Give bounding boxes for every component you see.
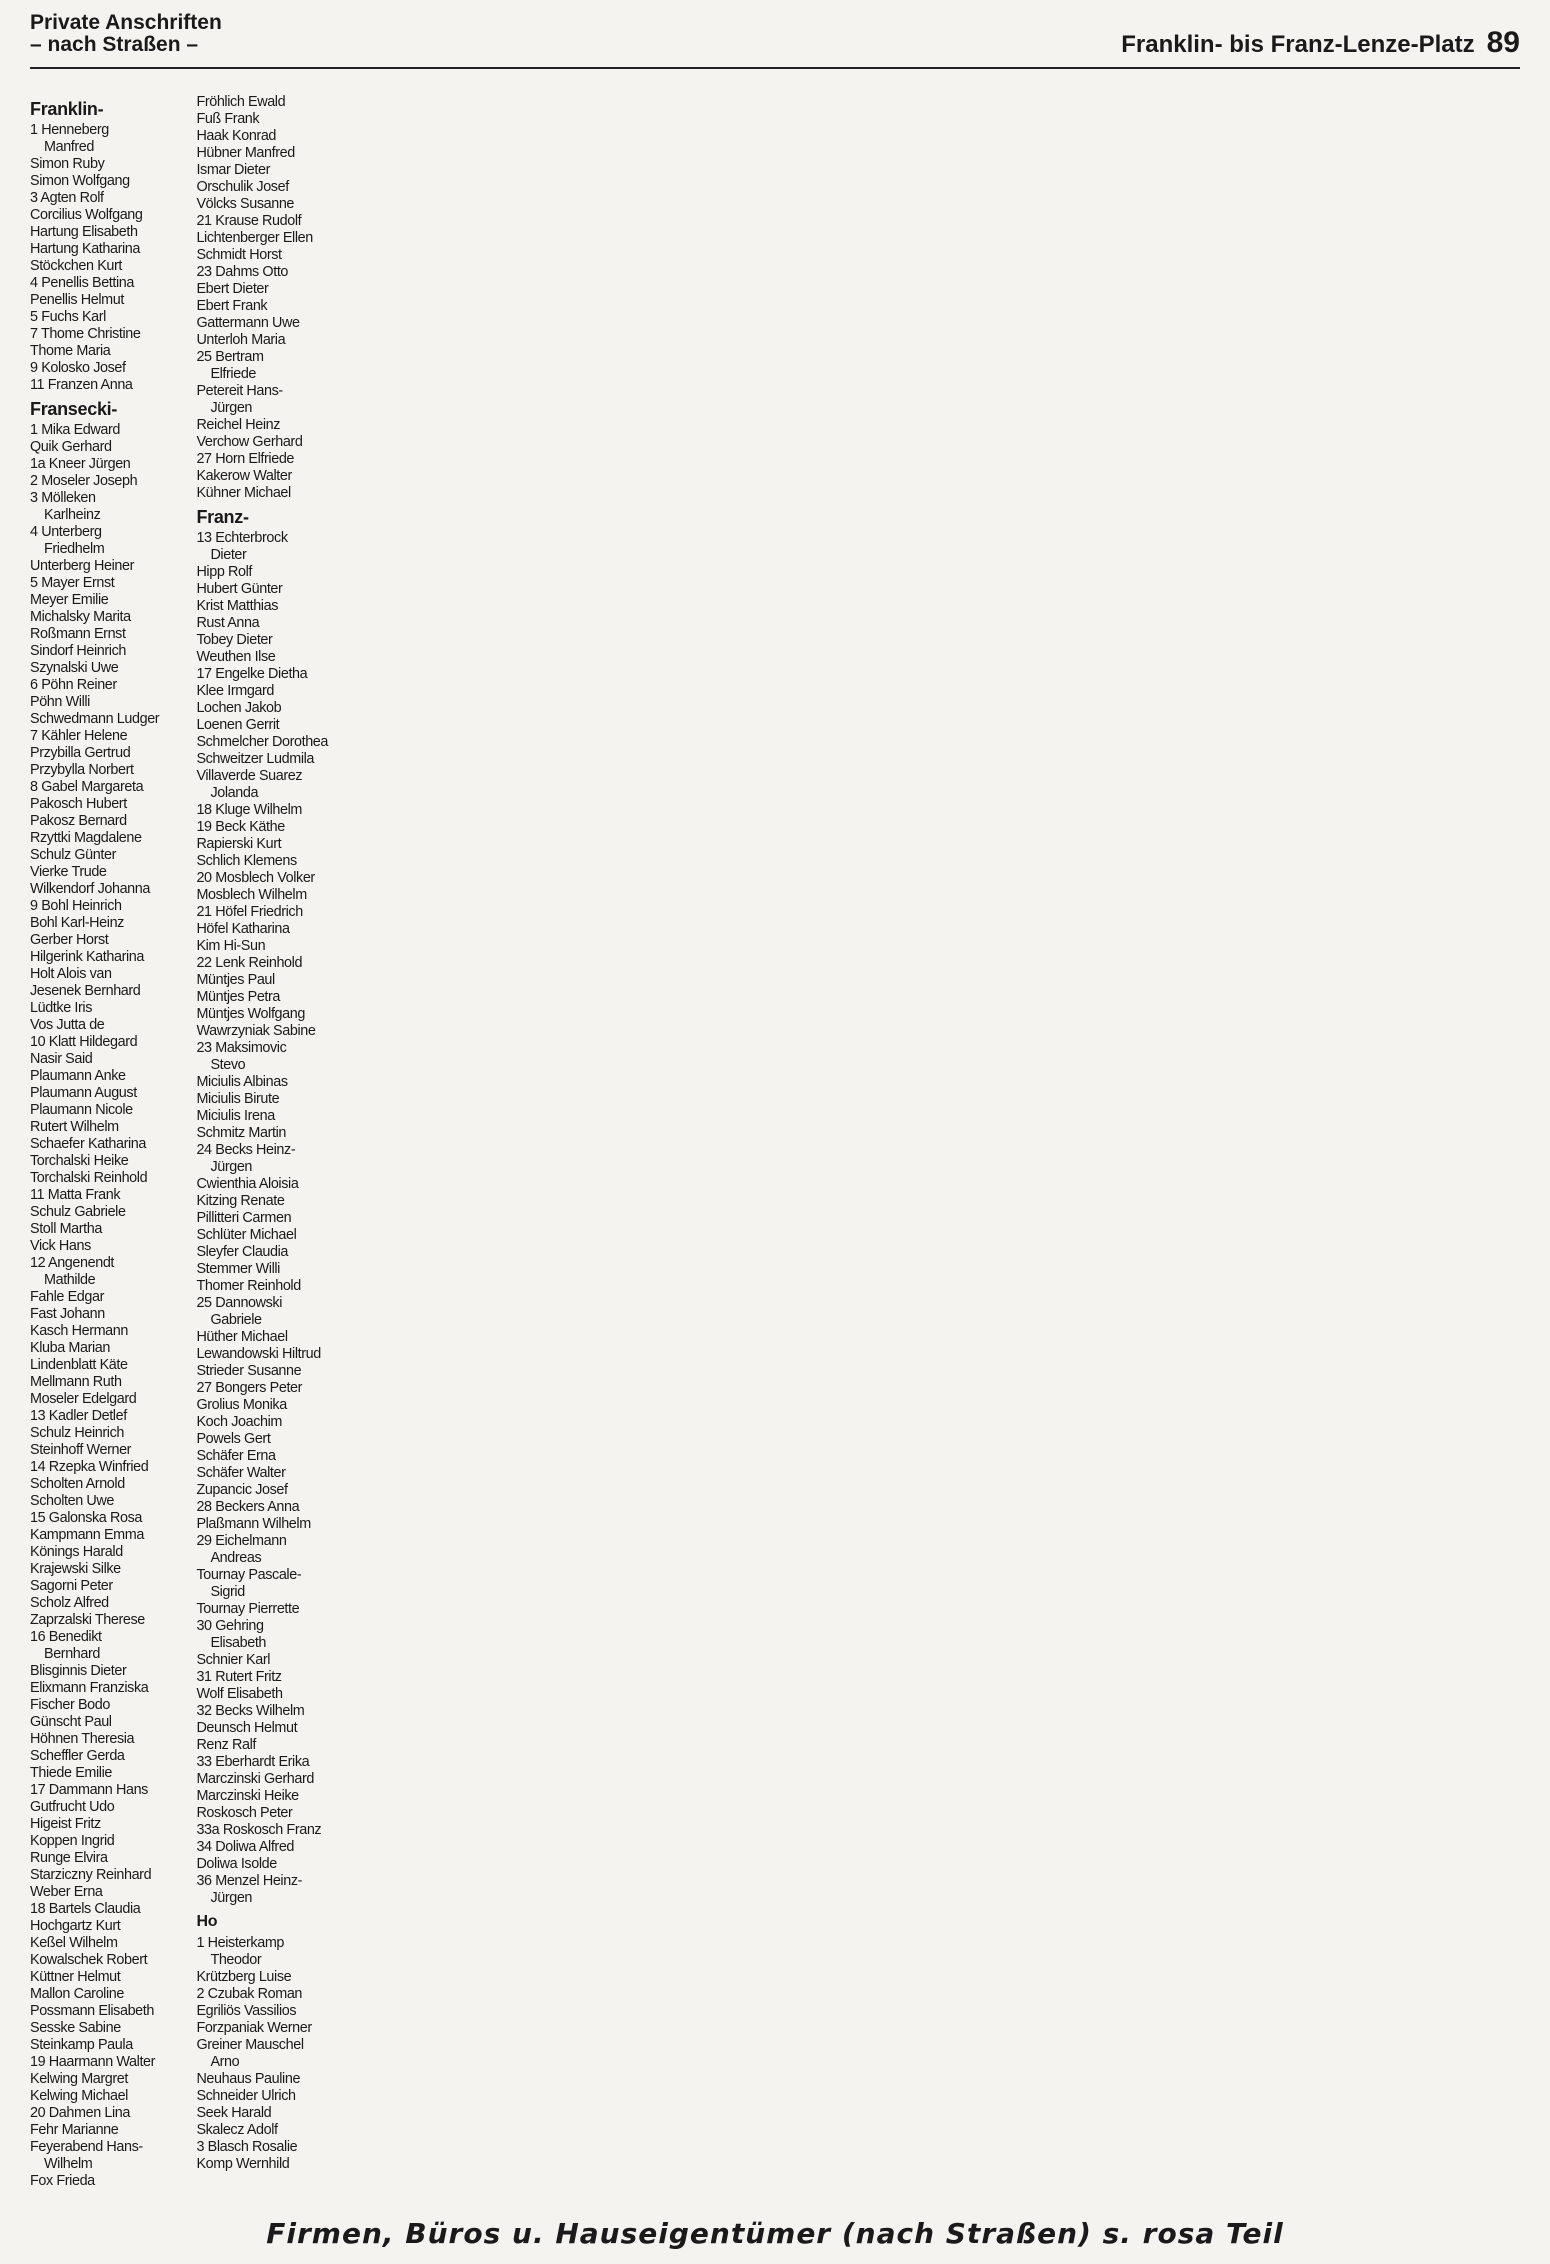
resident-entry: 22 Lenk Reinhold bbox=[196, 955, 303, 971]
resident-entry: 16 Benedikt bbox=[30, 1629, 102, 1645]
resident-entry: Ismar Dieter bbox=[196, 162, 270, 178]
resident-entry: Plaumann Nicole bbox=[30, 1102, 133, 1118]
resident-entry: Unterloh Maria bbox=[196, 332, 286, 348]
page-header bbox=[0, 0, 1550, 68]
resident-entry: 4 Penellis Bettina bbox=[30, 275, 134, 291]
resident-entry: 11 Franzen Anna bbox=[30, 377, 133, 393]
resident-entry: Hüther Michael bbox=[196, 1329, 288, 1345]
resident-entry: Tournay Pascale- bbox=[196, 1567, 302, 1583]
resident-entry: 23 Dahms Otto bbox=[196, 264, 289, 280]
resident-entry: Kühner Michael bbox=[196, 485, 291, 501]
resident-entry: 36 Menzel Heinz- bbox=[196, 1873, 303, 1889]
resident-entry: Gerber Horst bbox=[30, 932, 109, 948]
resident-entry: Meyer Emilie bbox=[30, 592, 109, 608]
resident-entry: 30 Gehring bbox=[196, 1618, 264, 1634]
resident-entry: Marczinski Heike bbox=[196, 1788, 299, 1804]
resident-entry: Przybylla Norbert bbox=[30, 762, 134, 778]
resident-entry: 25 Dannowski bbox=[196, 1295, 283, 1311]
resident-entry: Kampmann Emma bbox=[30, 1527, 144, 1543]
resident-entry: Fehr Marianne bbox=[30, 2122, 119, 2138]
entry-continuation: Jürgen bbox=[210, 1159, 253, 1175]
resident-entry: 6 Pöhn Reiner bbox=[30, 677, 117, 693]
resident-entry: Scholten Uwe bbox=[30, 1493, 114, 1509]
resident-entry: Weber Erna bbox=[30, 1884, 103, 1900]
resident-entry: Pillitteri Carmen bbox=[196, 1210, 292, 1226]
resident-entry: 2 Czubak Roman bbox=[196, 1986, 303, 2002]
resident-entry: Rust Anna bbox=[196, 615, 260, 631]
resident-entry: Klee Irmgard bbox=[196, 683, 275, 699]
resident-entry: 21 Krause Rudolf bbox=[196, 213, 302, 229]
resident-entry: Miciulis Irena bbox=[196, 1108, 275, 1124]
resident-entry: Nasir Said bbox=[30, 1051, 93, 1067]
resident-entry: Sindorf Heinrich bbox=[30, 643, 126, 659]
resident-entry: Runge Elvira bbox=[30, 1850, 108, 1866]
resident-entry: Miciulis Albinas bbox=[196, 1074, 288, 1090]
resident-entry: Schäfer Erna bbox=[196, 1448, 276, 1464]
resident-entry: Thiede Emilie bbox=[30, 1765, 112, 1781]
resident-entry: Schweitzer Ludmila bbox=[196, 751, 315, 767]
section-label-line1: Private Anschriften bbox=[30, 11, 222, 34]
resident-entry: Hochgartz Kurt bbox=[30, 1918, 121, 1934]
resident-entry: Mallon Caroline bbox=[30, 1986, 124, 2002]
resident-entry: Hubert Günter bbox=[196, 581, 283, 597]
directory-column-9 bbox=[1362, 94, 1520, 2204]
resident-entry: Simon Wolfgang bbox=[30, 173, 130, 189]
resident-entry: Forzpaniak Werner bbox=[196, 2020, 312, 2036]
section-label-line2: – nach Straßen – bbox=[30, 33, 199, 56]
resident-entry: 1 Mika Edward bbox=[30, 422, 120, 438]
header-rule bbox=[30, 67, 1520, 69]
resident-entry: Quik Gerhard bbox=[30, 439, 112, 455]
resident-entry: Wolf Elisabeth bbox=[196, 1686, 283, 1702]
resident-entry: 10 Klatt Hildegard bbox=[30, 1034, 138, 1050]
street-heading: Ho bbox=[196, 1913, 218, 1930]
resident-entry: Loenen Gerrit bbox=[196, 717, 280, 733]
street-heading: Franz- bbox=[196, 507, 249, 527]
entry-continuation: Elisabeth bbox=[210, 1635, 267, 1651]
resident-entry: 3 Blasch Rosalie bbox=[196, 2139, 298, 2155]
resident-entry: Plaumann Anke bbox=[30, 1068, 126, 1084]
directory-columns bbox=[30, 94, 1520, 2204]
resident-entry: 28 Beckers Anna bbox=[196, 1499, 300, 1515]
resident-entry: 11 Matta Frank bbox=[30, 1187, 121, 1203]
resident-entry: Kluba Marian bbox=[30, 1340, 110, 1356]
resident-entry: Torchalski Reinhold bbox=[30, 1170, 148, 1186]
resident-entry: Orschulik Josef bbox=[196, 179, 289, 195]
resident-entry: Rapierski Kurt bbox=[196, 836, 282, 852]
resident-entry: 4 Unterberg bbox=[30, 524, 102, 540]
resident-entry: Blisginnis Dieter bbox=[30, 1663, 127, 1679]
resident-entry: 5 Mayer Ernst bbox=[30, 575, 115, 591]
resident-entry: Jesenek Bernhard bbox=[30, 983, 141, 999]
resident-entry: 24 Becks Heinz- bbox=[196, 1142, 296, 1158]
resident-entry: Steinkamp Paula bbox=[30, 2037, 133, 2053]
entry-continuation: Wilhelm bbox=[44, 2156, 93, 2172]
resident-entry: 12 Angenendt bbox=[30, 1255, 115, 1271]
resident-entry: Sleyfer Claudia bbox=[196, 1244, 289, 1260]
resident-entry: Krützberg Luise bbox=[196, 1969, 292, 1985]
resident-entry: Koppen Ingrid bbox=[30, 1833, 115, 1849]
resident-entry: Elixmann Franziska bbox=[30, 1680, 149, 1696]
resident-entry: Fast Johann bbox=[30, 1306, 105, 1322]
resident-entry: 13 Echterbrock bbox=[196, 530, 288, 546]
resident-entry: Fröhlich Ewald bbox=[196, 94, 286, 110]
resident-entry: 14 Rzepka Winfried bbox=[30, 1459, 149, 1475]
resident-entry: Plaumann August bbox=[30, 1085, 137, 1101]
resident-entry: Skalecz Adolf bbox=[196, 2122, 278, 2138]
entry-continuation: Elfriede bbox=[210, 366, 257, 382]
entry-continuation: Jolanda bbox=[210, 785, 259, 801]
directory-column-2 bbox=[196, 94, 354, 2204]
resident-entry: Schäfer Walter bbox=[196, 1465, 286, 1481]
resident-entry: Przybilla Gertrud bbox=[30, 745, 131, 761]
resident-entry: Müntjes Wolfgang bbox=[196, 1006, 305, 1022]
resident-entry: Vick Hans bbox=[30, 1238, 91, 1254]
resident-entry: Thome Maria bbox=[30, 343, 111, 359]
resident-entry: 23 Maksimovic bbox=[196, 1040, 287, 1056]
resident-entry: 9 Bohl Heinrich bbox=[30, 898, 122, 914]
resident-entry: 27 Bongers Peter bbox=[196, 1380, 303, 1396]
resident-entry: Hartung Katharina bbox=[30, 241, 140, 257]
directory-column-8 bbox=[1195, 94, 1353, 2204]
resident-entry: 19 Beck Käthe bbox=[196, 819, 285, 835]
resident-entry: Schulz Günter bbox=[30, 847, 116, 863]
resident-entry: Lichtenberger Ellen bbox=[196, 230, 313, 246]
resident-entry: Penellis Helmut bbox=[30, 292, 124, 308]
resident-entry: Higeist Fritz bbox=[30, 1816, 101, 1832]
page-number: 89 bbox=[1486, 26, 1520, 59]
resident-entry: Fahle Edgar bbox=[30, 1289, 104, 1305]
resident-entry: Schwedmann Ludger bbox=[30, 711, 160, 727]
resident-entry: Weuthen Ilse bbox=[196, 649, 276, 665]
entry-continuation: Andreas bbox=[210, 1550, 262, 1566]
directory-column-6 bbox=[862, 94, 1020, 2204]
resident-entry: Verchow Gerhard bbox=[196, 434, 303, 450]
resident-entry: 18 Kluge Wilhelm bbox=[196, 802, 303, 818]
resident-entry: 33a Roskosch Franz bbox=[196, 1822, 322, 1838]
resident-entry: Scholz Alfred bbox=[30, 1595, 109, 1611]
resident-entry: Thomer Reinhold bbox=[196, 1278, 301, 1294]
footer-note: Firmen, Büros u. Hauseigentümer (nach Straßen) s. rosa Teil bbox=[266, 2217, 1284, 2250]
resident-entry: Schulz Gabriele bbox=[30, 1204, 126, 1220]
resident-entry: 29 Eichelmann bbox=[196, 1533, 287, 1549]
entry-continuation: Stevo bbox=[210, 1057, 246, 1073]
resident-entry: Torchalski Heike bbox=[30, 1153, 129, 1169]
resident-entry: Müntjes Petra bbox=[196, 989, 281, 1005]
resident-entry: Kakerow Walter bbox=[196, 468, 292, 484]
resident-entry: Schulz Heinrich bbox=[30, 1425, 124, 1441]
resident-entry: Schneider Ulrich bbox=[196, 2088, 296, 2104]
directory-column-4 bbox=[529, 94, 687, 2204]
resident-entry: Hübner Manfred bbox=[196, 145, 295, 161]
resident-entry: 25 Bertram bbox=[196, 349, 264, 365]
resident-entry: Lindenblatt Käte bbox=[30, 1357, 128, 1373]
resident-entry: Pakosch Hubert bbox=[30, 796, 127, 812]
resident-entry: Fischer Bodo bbox=[30, 1697, 110, 1713]
resident-entry: Pöhn Willi bbox=[30, 694, 90, 710]
resident-entry: Roskosch Peter bbox=[196, 1805, 293, 1821]
resident-entry: 20 Mosblech Volker bbox=[196, 870, 315, 886]
resident-entry: Gattermann Uwe bbox=[196, 315, 300, 331]
entry-continuation: Mathilde bbox=[44, 1272, 96, 1288]
resident-entry: 18 Bartels Claudia bbox=[30, 1901, 141, 1917]
resident-entry: Schaefer Katharina bbox=[30, 1136, 146, 1152]
resident-entry: Ebert Dieter bbox=[196, 281, 269, 297]
resident-entry: 7 Kähler Helene bbox=[30, 728, 128, 744]
resident-entry: Fuß Frank bbox=[196, 111, 260, 127]
entry-continuation: Manfred bbox=[44, 139, 94, 155]
resident-entry: Keßel Wilhelm bbox=[30, 1935, 118, 1951]
resident-entry: Schmelcher Dorothea bbox=[196, 734, 329, 750]
resident-entry: 17 Engelke Diethа bbox=[196, 666, 308, 682]
resident-entry: Wilkendorf Johanna bbox=[30, 881, 150, 897]
resident-entry: Egriliös Vassilios bbox=[196, 2003, 297, 2019]
street-range: Franklin- bis Franz-Lenze-Platz bbox=[1121, 31, 1475, 58]
resident-entry: 9 Kolosko Josef bbox=[30, 360, 126, 376]
resident-entry: Rzyttki Magdalene bbox=[30, 830, 142, 846]
resident-entry: Ebert Frank bbox=[196, 298, 268, 314]
directory-column-7 bbox=[1029, 94, 1187, 2204]
resident-entry: Strieder Susanne bbox=[196, 1363, 302, 1379]
resident-entry: 1a Kneer Jürgen bbox=[30, 456, 131, 472]
resident-entry: Neuhaus Pauline bbox=[196, 2071, 301, 2087]
resident-entry: Höfel Katharina bbox=[196, 921, 290, 937]
resident-entry: 31 Rutert Fritz bbox=[196, 1669, 282, 1685]
resident-entry: 17 Dammann Hans bbox=[30, 1782, 148, 1798]
resident-entry: Powels Gert bbox=[196, 1431, 271, 1447]
resident-entry: Scheffler Gerda bbox=[30, 1748, 125, 1764]
street-heading: Fransecki- bbox=[30, 399, 118, 419]
resident-entry: Hipp Rolf bbox=[196, 564, 253, 580]
resident-entry: Schnier Karl bbox=[196, 1652, 271, 1668]
resident-entry: Stemmer Willi bbox=[196, 1261, 280, 1277]
resident-entry: Mosblech Wilhelm bbox=[196, 887, 307, 903]
resident-entry: Kelwing Margret bbox=[30, 2071, 128, 2087]
resident-entry: Fox Frieda bbox=[30, 2173, 95, 2189]
resident-entry: 8 Gabel Margareta bbox=[30, 779, 144, 795]
resident-entry: Plaßmann Wilhelm bbox=[196, 1516, 311, 1532]
resident-entry: 1 Heisterkamp bbox=[196, 1935, 285, 1951]
resident-entry: 5 Fuchs Karl bbox=[30, 309, 106, 325]
entry-continuation: Arno bbox=[210, 2054, 240, 2070]
resident-entry: Sesske Sabine bbox=[30, 2020, 121, 2036]
resident-entry: Vierke Trude bbox=[30, 864, 107, 880]
resident-entry: Grolius Monika bbox=[196, 1397, 287, 1413]
resident-entry: Starziczny Reinhard bbox=[30, 1867, 152, 1883]
resident-entry: 34 Doliwa Alfred bbox=[196, 1839, 295, 1855]
resident-entry: Sagorni Peter bbox=[30, 1578, 113, 1594]
resident-entry: Könings Harald bbox=[30, 1544, 123, 1560]
resident-entry: Hartung Elisabeth bbox=[30, 224, 138, 240]
resident-entry: Deunsch Helmut bbox=[196, 1720, 298, 1736]
directory-column-1 bbox=[30, 94, 188, 2204]
entry-continuation: Karlheinz bbox=[44, 507, 101, 523]
resident-entry: Pakosz Bernard bbox=[30, 813, 127, 829]
resident-entry: Bohl Karl-Heinz bbox=[30, 915, 124, 931]
resident-entry: Gutfrucht Udo bbox=[30, 1799, 115, 1815]
resident-entry: Scholten Arnold bbox=[30, 1476, 125, 1492]
resident-entry: 7 Thome Christine bbox=[30, 326, 141, 342]
resident-entry: Renz Ralf bbox=[196, 1737, 257, 1753]
resident-entry: Holt Alois van bbox=[30, 966, 112, 982]
resident-entry: 27 Horn Elfriede bbox=[196, 451, 295, 467]
resident-entry: Lewandowski Hiltrud bbox=[196, 1346, 321, 1362]
resident-entry: Unterberg Heiner bbox=[30, 558, 134, 574]
resident-entry: 33 Eberhardt Erika bbox=[196, 1754, 310, 1770]
resident-entry: Völcks Susanne bbox=[196, 196, 295, 212]
resident-entry: Rutert Wilhelm bbox=[30, 1119, 119, 1135]
resident-entry: Krist Matthias bbox=[196, 598, 279, 614]
resident-entry: Koch Joachim bbox=[196, 1414, 283, 1430]
street-heading: Franklin- bbox=[30, 99, 104, 119]
resident-entry: Krajewski Silke bbox=[30, 1561, 121, 1577]
resident-entry: Hilgerink Katharina bbox=[30, 949, 144, 965]
resident-entry: Mellmann Ruth bbox=[30, 1374, 122, 1390]
resident-entry: Wawrzyniak Sabine bbox=[196, 1023, 316, 1039]
resident-entry: Petereit Hans- bbox=[196, 383, 283, 399]
page-range-title bbox=[1121, 26, 1520, 60]
resident-entry: Kelwing Michael bbox=[30, 2088, 128, 2104]
resident-entry: Moseler Edelgard bbox=[30, 1391, 137, 1407]
resident-entry: Höhnen Theresia bbox=[30, 1731, 135, 1747]
resident-entry: Feyerabend Hans- bbox=[30, 2139, 143, 2155]
resident-entry: Corcilius Wolfgang bbox=[30, 207, 143, 223]
resident-entry: 15 Galonska Rosa bbox=[30, 1510, 142, 1526]
section-label bbox=[30, 12, 222, 56]
resident-entry: Stöckchen Kurt bbox=[30, 258, 122, 274]
resident-entry: 13 Kadler Detlef bbox=[30, 1408, 127, 1424]
resident-entry: Steinhoff Werner bbox=[30, 1442, 132, 1458]
entry-continuation: Jürgen bbox=[210, 1890, 253, 1906]
resident-entry: Marczinski Gerhard bbox=[196, 1771, 314, 1787]
resident-entry: Stoll Martha bbox=[30, 1221, 102, 1237]
resident-entry: 2 Moseler Joseph bbox=[30, 473, 138, 489]
resident-entry: Kowalschek Robert bbox=[30, 1952, 148, 1968]
resident-entry: Haak Konrad bbox=[196, 128, 277, 144]
entry-continuation: Bernhard bbox=[44, 1646, 100, 1662]
resident-entry: 3 Agten Rolf bbox=[30, 190, 104, 206]
resident-entry: Tournay Pierrette bbox=[196, 1601, 300, 1617]
resident-entry: Possmann Elisabeth bbox=[30, 2003, 154, 2019]
resident-entry: Schlich Klemens bbox=[196, 853, 297, 869]
directory-column-3 bbox=[363, 94, 521, 2204]
resident-entry: Cwienthia Aloisia bbox=[196, 1176, 299, 1192]
resident-entry: Villaverde Suarez bbox=[196, 768, 303, 784]
entry-continuation: Gabriele bbox=[210, 1312, 262, 1328]
resident-entry: Tobey Dieter bbox=[196, 632, 273, 648]
entry-continuation: Friedhelm bbox=[44, 541, 105, 557]
resident-entry: Vos Jutta de bbox=[30, 1017, 105, 1033]
resident-entry: Seek Harald bbox=[196, 2105, 272, 2121]
resident-entry: 1 Henneberg bbox=[30, 122, 109, 138]
directory-column-5 bbox=[696, 94, 854, 2204]
resident-entry: Küttner Helmut bbox=[30, 1969, 121, 1985]
resident-entry: Szynalski Uwe bbox=[30, 660, 119, 676]
entry-continuation: Dieter bbox=[210, 547, 247, 563]
resident-entry: Lüdtke Iris bbox=[30, 1000, 92, 1016]
resident-entry: Roßmann Ernst bbox=[30, 626, 126, 642]
resident-entry: Doliwa Isolde bbox=[196, 1856, 277, 1872]
resident-entry: 32 Becks Wilhelm bbox=[196, 1703, 305, 1719]
resident-entry: Schlüter Michael bbox=[196, 1227, 297, 1243]
resident-entry: 19 Haarmann Walter bbox=[30, 2054, 156, 2070]
entry-continuation: Jürgen bbox=[210, 400, 253, 416]
resident-entry: Schmitz Martin bbox=[196, 1125, 286, 1141]
resident-entry: 21 Höfel Friedrich bbox=[196, 904, 303, 920]
resident-entry: Kitzing Renate bbox=[196, 1193, 285, 1209]
entry-continuation: Sigrid bbox=[210, 1584, 245, 1600]
resident-entry: Günscht Paul bbox=[30, 1714, 112, 1730]
resident-entry: 3 Mölleken bbox=[30, 490, 96, 506]
resident-entry: 20 Dahmen Lina bbox=[30, 2105, 131, 2121]
resident-entry: Michalsky Marita bbox=[30, 609, 131, 625]
resident-entry: Komp Wernhild bbox=[196, 2156, 290, 2172]
resident-entry: Müntjes Paul bbox=[196, 972, 275, 988]
resident-entry: Kim Hi-Sun bbox=[196, 938, 266, 954]
resident-entry: Greiner Mauschel bbox=[196, 2037, 304, 2053]
resident-entry: Simon Ruby bbox=[30, 156, 105, 172]
resident-entry: Lochen Jakob bbox=[196, 700, 282, 716]
resident-entry: Miciulis Birute bbox=[196, 1091, 280, 1107]
entry-continuation: Theodor bbox=[210, 1952, 262, 1968]
resident-entry: Zupancic Josef bbox=[196, 1482, 288, 1498]
resident-entry: Kasch Hermann bbox=[30, 1323, 128, 1339]
resident-entry: Reichel Heinz bbox=[196, 417, 281, 433]
resident-entry: Schmidt Horst bbox=[196, 247, 282, 263]
resident-entry: Zaprzalski Therese bbox=[30, 1612, 145, 1628]
